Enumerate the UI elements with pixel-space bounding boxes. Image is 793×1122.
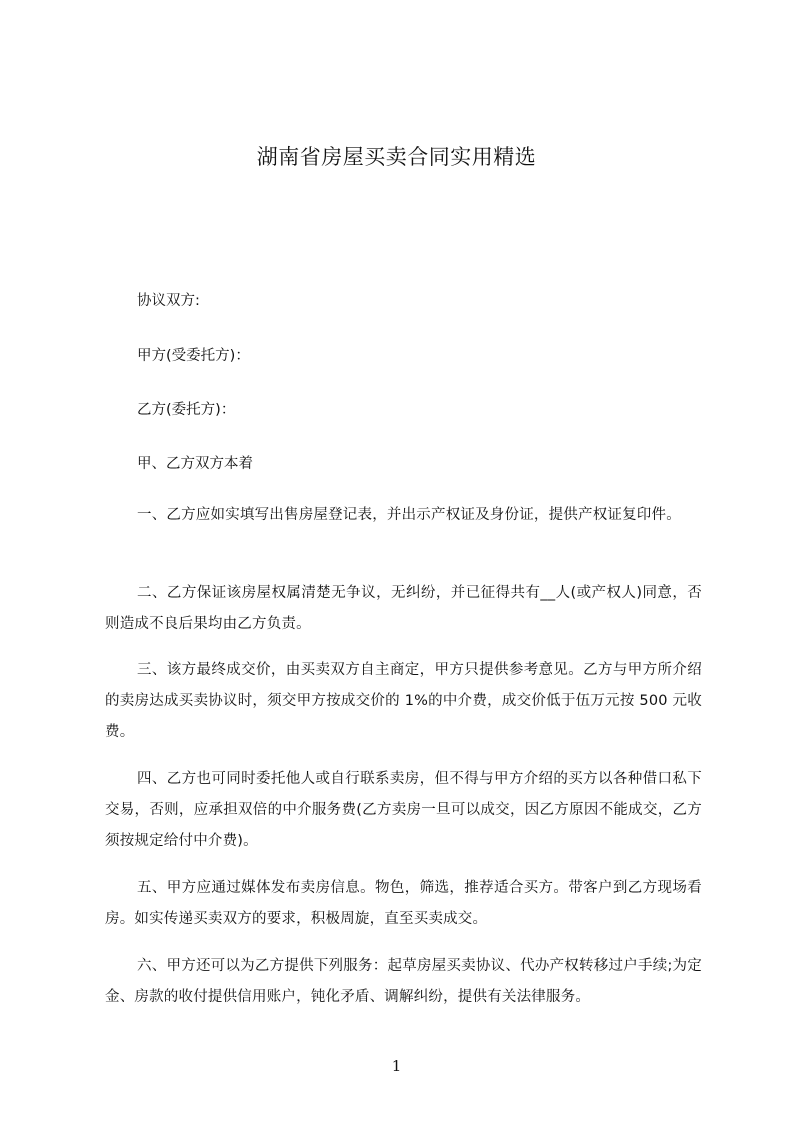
clause-2: 二、乙方保证该房屋权属清楚无争议，无纠纷，并已征得共有__人(或产权人)同意，否则造成不良后果均由乙方负责。 (105, 585, 702, 632)
page-number: 1 (391, 1057, 402, 1075)
intro-agreement: 甲、乙方双方本着 (137, 456, 253, 472)
clause-3: 三、该方最终成交价，由买卖双方自主商定，甲方只提供参考意见。乙方与甲方所介绍的卖房达成买卖协议时，须交甲方按成交价的 1%的中介费，成交价低于伍万元按 500 元收费。 (105, 662, 702, 740)
document-title: 湖南省房屋买卖合同实用精选 (256, 145, 537, 169)
clause-1: 一、乙方应如实填写出售房屋登记表，并出示产权证及身份证，提供产权证复印件。 (137, 507, 681, 523)
clause-4: 四、乙方也可同时委托他人或自行联系卖房，但不得与甲方介绍的买方以各种借口私下交易，否则，应承担双倍的中介服务费(乙方卖房一旦可以成交，因乙方原因不能成交，乙方须按规定给付中介费)。 (105, 771, 702, 849)
clause-5: 五、甲方应通过媒体发布卖房信息。物色，筛选，推荐适合买方。带客户到乙方现场看房。如实传递买卖双方的要求，积极周旋，直至买卖成交。 (105, 880, 702, 927)
intro-parties: 协议双方: (137, 293, 200, 309)
intro-party-b: 乙方(委托方)： (137, 402, 236, 418)
clause-6: 六、甲方还可以为乙方提供下列服务：起草房屋买卖协议、代办产权转移过户手续;为定金、房款的收付提供信用账户，钝化矛盾、调解纠纷，提供有关法律服务。 (105, 958, 702, 1005)
intro-party-a: 甲方(受委托方)： (137, 348, 250, 364)
